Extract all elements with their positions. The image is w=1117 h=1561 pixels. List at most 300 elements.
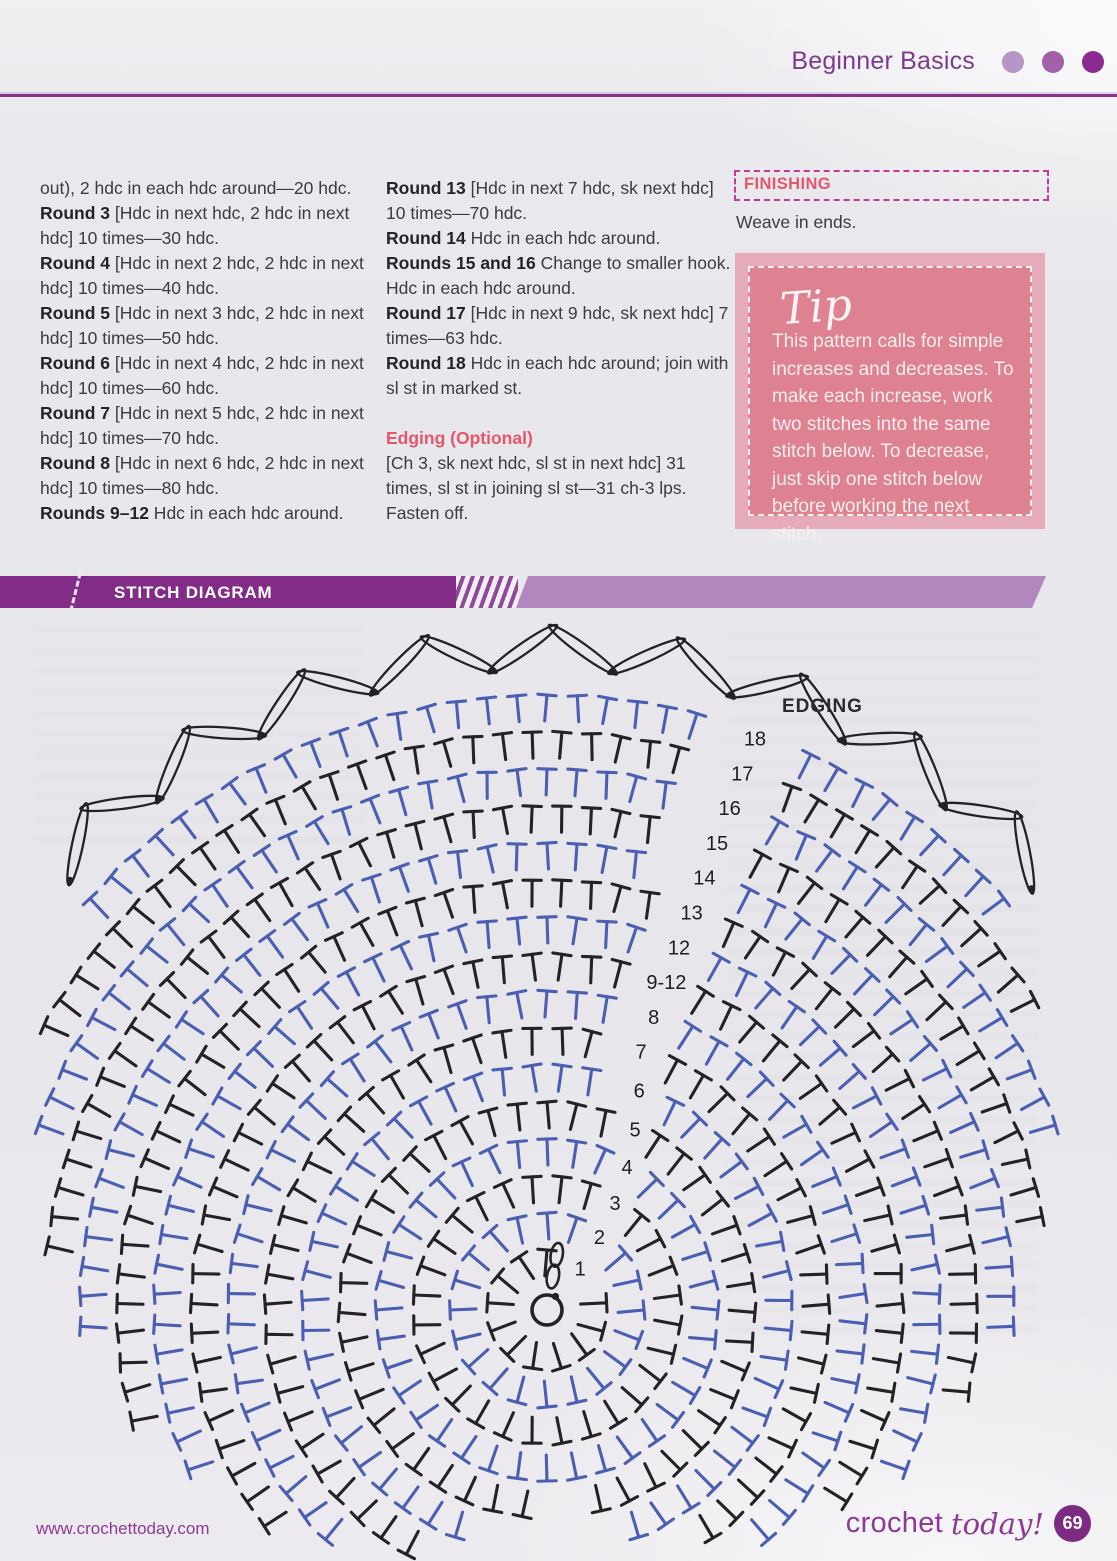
pattern-line: Round 18 Hdc in each hdc around; join with sl st in marked st. — [386, 353, 729, 398]
edging-slip-stitch-dot — [155, 795, 162, 802]
hdc-stitch-icon — [786, 919, 802, 939]
hdc-stitch-icon — [875, 997, 894, 1015]
hdc-stitch-icon — [160, 1225, 163, 1243]
hdc-stitch-icon — [341, 1273, 342, 1291]
hdc-stitch-icon — [493, 1485, 498, 1511]
hdc-stitch-icon — [399, 790, 406, 815]
hdc-stitch-icon — [307, 817, 323, 827]
hdc-stitch-icon — [201, 931, 216, 942]
hdc-stitch-icon — [342, 1054, 358, 1064]
hdc-stitch-icon — [455, 1280, 480, 1288]
hdc-stitch-icon — [517, 696, 520, 722]
hdc-stitch-icon — [267, 1274, 293, 1279]
hdc-stitch-icon — [315, 1380, 339, 1389]
hdc-stitch-icon — [231, 1263, 257, 1266]
hdc-stitch-icon — [120, 1362, 146, 1363]
hdc-stitch-icon — [684, 1358, 708, 1368]
round-number-label: 2 — [593, 1226, 605, 1249]
hdc-stitch-icon — [598, 921, 616, 922]
edging-chain-loop-icon — [63, 802, 91, 886]
hdc-stitch-icon — [191, 1294, 192, 1312]
hdc-stitch-icon — [305, 1351, 309, 1369]
edging-chain-loop-icon — [1011, 810, 1038, 895]
hdc-stitch-icon — [752, 1274, 755, 1292]
edging-chain-loop-icon — [838, 731, 922, 746]
hdc-stitch-icon — [377, 1331, 380, 1349]
hdc-stitch-icon — [715, 1418, 725, 1433]
hdc-stitch-icon — [630, 776, 637, 801]
round-number-label: 17 — [731, 763, 754, 786]
hdc-stitch-icon — [743, 1408, 767, 1417]
hdc-stitch-icon — [825, 1402, 849, 1412]
hdc-stitch-icon — [919, 1096, 929, 1111]
hdc-stitch-icon — [484, 1509, 502, 1512]
hdc-stitch-icon — [416, 1200, 436, 1217]
hdc-stitch-icon — [429, 1014, 438, 1038]
hdc-stitch-icon — [823, 1205, 848, 1213]
hdc-stitch-icon — [553, 1441, 571, 1445]
hdc-stitch-icon — [986, 1266, 1012, 1268]
hdc-stitch-icon — [773, 952, 785, 975]
hdc-stitch-icon — [59, 1000, 80, 1016]
hdc-stitch-icon — [307, 1354, 332, 1360]
hdc-stitch-icon — [871, 1122, 892, 1137]
hdc-stitch-icon — [664, 1101, 675, 1124]
pattern-line: Round 6 [Hdc in next 4 hdc, 2 hdc in next hdc] 10 times—60 hdc. — [40, 353, 364, 398]
hdc-stitch-icon — [302, 786, 315, 808]
hdc-stitch-icon — [473, 962, 478, 987]
hdc-stitch-icon — [628, 927, 636, 952]
hdc-stitch-icon — [419, 781, 437, 784]
hdc-stitch-icon — [126, 1018, 136, 1033]
hdc-stitch-icon — [873, 799, 890, 819]
hdc-stitch-icon — [202, 1206, 205, 1224]
hdc-stitch-icon — [232, 1463, 255, 1476]
hdc-stitch-icon — [394, 1217, 404, 1232]
hdc-stitch-icon — [979, 951, 1000, 966]
hdc-stitch-icon — [448, 851, 466, 853]
hdc-stitch-icon — [583, 1068, 601, 1071]
hdc-stitch-icon — [460, 1121, 472, 1144]
hdc-stitch-icon — [651, 1503, 666, 1524]
hdc-stitch-icon — [944, 856, 961, 875]
hdc-stitch-icon — [329, 775, 337, 800]
hdc-stitch-icon — [122, 1244, 148, 1246]
hdc-stitch-icon — [855, 975, 873, 994]
hdc-stitch-icon — [264, 1512, 286, 1526]
hdc-stitch-icon — [523, 1176, 541, 1177]
hdc-stitch-icon — [455, 1512, 462, 1537]
hdc-stitch-icon — [130, 1412, 133, 1430]
hdc-stitch-icon — [270, 1456, 293, 1468]
join-slip-stitch-dot — [552, 1293, 559, 1300]
hdc-stitch-icon — [238, 1133, 261, 1145]
hdc-stitch-icon — [487, 847, 493, 872]
hdc-stitch-icon — [462, 1162, 473, 1186]
hdc-stitch-icon — [659, 1200, 678, 1218]
hdc-stitch-icon — [71, 967, 81, 983]
hdc-stitch-icon — [458, 852, 461, 878]
hdc-stitch-icon — [717, 1301, 719, 1319]
hdc-stitch-icon — [785, 1351, 788, 1369]
hdc-stitch-icon — [615, 962, 622, 987]
hdc-stitch-icon — [344, 1114, 363, 1131]
hdc-stitch-icon — [452, 1386, 470, 1405]
hdc-stitch-icon — [245, 1403, 269, 1413]
hdc-stitch-icon — [292, 1061, 309, 1081]
hdc-stitch-icon — [342, 809, 350, 834]
hdc-stitch-icon — [381, 1517, 396, 1538]
hdc-stitch-icon — [321, 988, 338, 1008]
hdc-stitch-icon — [1011, 1257, 1012, 1275]
hdc-stitch-icon — [428, 858, 435, 883]
hdc-stitch-icon — [995, 1131, 1018, 1143]
hdc-stitch-icon — [302, 1299, 328, 1301]
hdc-stitch-icon — [582, 808, 600, 809]
hdc-stitch-icon — [486, 698, 489, 724]
hdc-stitch-icon — [907, 812, 923, 822]
hdc-stitch-icon — [702, 1199, 722, 1215]
hdc-stitch-icon — [399, 1225, 421, 1239]
hdc-stitch-icon — [229, 861, 244, 872]
hdc-stitch-icon — [912, 1351, 938, 1354]
hdc-stitch-icon — [874, 879, 889, 890]
hdc-stitch-icon — [612, 735, 630, 739]
hdc-stitch-icon — [256, 1430, 280, 1441]
edging-chain-loop-icon — [606, 634, 687, 678]
hdc-stitch-icon — [197, 1046, 206, 1062]
hdc-stitch-icon — [1012, 1036, 1022, 1051]
hdc-stitch-icon — [857, 1187, 881, 1196]
hdc-stitch-icon — [876, 1331, 902, 1334]
hdc-stitch-icon — [524, 1367, 542, 1370]
pattern-line: Round 7 [Hdc in next 5 hdc, 2 hdc in next hdc] 10 times—70 hdc. — [40, 403, 364, 448]
hdc-stitch-icon — [464, 736, 482, 737]
hdc-stitch-icon — [655, 1374, 666, 1389]
hdc-stitch-icon — [284, 913, 299, 924]
hdc-stitch-icon — [559, 1177, 562, 1203]
hdc-stitch-icon — [195, 1357, 220, 1363]
hdc-stitch-icon — [862, 1254, 863, 1272]
edging-heading: Edging (Optional) — [386, 428, 533, 448]
hdc-stitch-icon — [683, 1503, 699, 1513]
hdc-stitch-icon — [275, 750, 291, 759]
hdc-stitch-icon — [197, 1244, 222, 1251]
hdc-stitch-icon — [317, 903, 327, 927]
hdc-stitch-icon — [797, 1244, 822, 1253]
hdc-stitch-icon — [155, 1345, 158, 1363]
hdc-stitch-icon — [827, 1325, 829, 1343]
hdc-stitch-icon — [312, 1241, 337, 1247]
hdc-stitch-icon — [673, 1413, 684, 1428]
hdc-stitch-icon — [573, 918, 577, 944]
hdc-stitch-icon — [90, 1198, 94, 1216]
hdc-stitch-icon — [502, 734, 505, 760]
hdc-stitch-icon — [513, 1514, 531, 1518]
hdc-stitch-icon — [894, 1431, 917, 1442]
hdc-stitch-icon — [380, 1469, 397, 1489]
hdc-stitch-icon — [825, 768, 838, 790]
hdc-stitch-icon — [901, 1205, 926, 1213]
hdc-stitch-icon — [690, 1280, 715, 1287]
hdc-stitch-icon — [832, 1379, 857, 1384]
hdc-stitch-icon — [604, 1352, 625, 1367]
hdc-stitch-icon — [373, 1533, 388, 1544]
finishing-title: FINISHING — [744, 175, 832, 193]
hdc-stitch-icon — [476, 1197, 487, 1220]
hdc-stitch-icon — [813, 936, 826, 958]
hdc-stitch-icon — [498, 1276, 518, 1293]
hdc-stitch-icon — [415, 824, 421, 849]
hdc-stitch-icon — [943, 906, 961, 925]
hdc-stitch-icon — [620, 1360, 631, 1375]
hdc-stitch-icon — [185, 1079, 205, 1095]
hdc-stitch-icon — [553, 1028, 571, 1029]
hdc-stitch-icon — [799, 755, 811, 778]
hdc-stitch-icon — [974, 1043, 984, 1059]
hdc-stitch-icon — [831, 814, 844, 836]
hdc-stitch-icon — [817, 850, 833, 871]
hdc-stitch-icon — [588, 1368, 604, 1388]
hdc-stitch-icon — [791, 1388, 816, 1393]
hdc-stitch-icon — [999, 891, 1010, 906]
hdc-stitch-icon — [690, 1075, 703, 1097]
hdc-stitch-icon — [487, 922, 489, 948]
hdc-stitch-icon — [341, 1283, 367, 1284]
hdc-stitch-icon — [391, 1075, 404, 1098]
hdc-stitch-icon — [942, 939, 953, 954]
hdc-stitch-icon — [819, 931, 835, 940]
hdc-stitch-icon — [561, 880, 562, 906]
hdc-stitch-icon — [615, 811, 621, 836]
hdc-stitch-icon — [901, 1409, 927, 1413]
hdc-stitch-icon — [51, 1207, 53, 1225]
hdc-stitch-icon — [617, 1478, 629, 1501]
hdc-stitch-icon — [387, 832, 394, 857]
magazine-logo — [846, 1505, 1091, 1542]
hdc-stitch-icon — [568, 1400, 586, 1404]
round-number-label: 6 — [633, 1080, 645, 1103]
hdc-stitch-icon — [901, 817, 914, 839]
hdc-stitch-icon — [745, 937, 760, 958]
pattern-line: Round 14 Hdc in each hdc around. — [386, 228, 661, 248]
website-url: www.crochettoday.com — [36, 1519, 210, 1538]
hdc-stitch-icon — [204, 799, 217, 821]
hdc-stitch-icon — [443, 741, 450, 766]
hdc-stitch-icon — [405, 746, 423, 749]
hdc-stitch-icon — [434, 1136, 446, 1159]
hdc-stitch-icon — [489, 1149, 500, 1172]
hdc-stitch-icon — [606, 1253, 626, 1270]
hdc-stitch-icon — [988, 1326, 1014, 1327]
hdc-stitch-icon — [865, 1215, 890, 1221]
hdc-stitch-icon — [715, 1451, 735, 1467]
hdc-stitch-icon — [665, 1060, 677, 1083]
hdc-stitch-icon — [832, 1234, 857, 1242]
hdc-stitch-icon — [267, 936, 282, 957]
hdc-stitch-icon — [383, 1071, 399, 1080]
hdc-stitch-icon — [840, 1321, 866, 1324]
hdc-stitch-icon — [657, 1404, 678, 1419]
hdc-stitch-icon — [255, 899, 270, 920]
hdc-stitch-icon — [699, 1411, 721, 1426]
hdc-stitch-icon — [765, 903, 776, 927]
hdc-stitch-icon — [597, 1109, 615, 1113]
hdc-stitch-icon — [120, 1122, 143, 1135]
hdc-stitch-icon — [977, 1294, 978, 1312]
hdc-stitch-icon — [941, 1215, 967, 1218]
hdc-stitch-icon — [491, 1322, 515, 1331]
edging-chain-loop-icon — [152, 724, 195, 806]
hdc-stitch-icon — [359, 1389, 383, 1399]
hdc-stitch-icon — [748, 1079, 767, 1097]
hdc-stitch-icon — [373, 958, 384, 981]
hdc-stitch-icon — [164, 1043, 185, 1059]
hdc-stitch-icon — [237, 1234, 262, 1242]
hdc-stitch-icon — [708, 958, 721, 981]
hdc-stitch-icon — [658, 1519, 673, 1530]
hdc-stitch-icon — [507, 1336, 525, 1354]
hdc-stitch-icon — [873, 1359, 899, 1363]
hdc-stitch-icon — [154, 1315, 155, 1333]
hdc-stitch-icon — [177, 1431, 201, 1442]
hdc-stitch-icon — [802, 1332, 828, 1334]
hdc-stitch-icon — [575, 844, 577, 870]
hdc-stitch-icon — [927, 1002, 946, 1020]
hdc-stitch-icon — [213, 1187, 237, 1197]
hdc-stitch-icon — [538, 1481, 556, 1482]
hdc-stitch-icon — [421, 1266, 445, 1275]
hdc-stitch-icon — [91, 1207, 117, 1212]
hdc-stitch-icon — [115, 1051, 136, 1066]
round-label: Round 18 — [386, 353, 466, 373]
hdc-stitch-icon — [143, 994, 154, 1009]
hdc-stitch-icon — [502, 882, 507, 908]
hdc-stitch-icon — [189, 1149, 214, 1157]
hdc-stitch-icon — [428, 782, 432, 808]
hdc-stitch-icon — [673, 747, 680, 772]
hdc-stitch-icon — [907, 1234, 933, 1237]
hdc-stitch-icon — [936, 1345, 938, 1363]
hdc-stitch-icon — [71, 1036, 82, 1051]
hdc-stitch-icon — [142, 1061, 152, 1077]
hdc-stitch-icon — [800, 1027, 819, 1045]
hdc-stitch-icon — [169, 1104, 193, 1115]
hdc-stitch-icon — [354, 1460, 364, 1475]
hdc-stitch-icon — [292, 919, 308, 940]
hdc-stitch-icon — [179, 817, 195, 838]
hdc-stitch-icon — [357, 764, 366, 788]
hdc-stitch-icon — [76, 975, 98, 989]
hdc-stitch-icon — [83, 1096, 92, 1112]
hdc-stitch-icon — [553, 731, 571, 733]
hdc-stitch-icon — [121, 1235, 122, 1253]
hdc-stitch-icon — [532, 1177, 534, 1203]
hdc-stitch-icon — [283, 755, 296, 778]
hdc-stitch-icon — [111, 876, 131, 892]
hdc-stitch-icon — [835, 1009, 854, 1027]
hdc-stitch-icon — [818, 1142, 829, 1157]
hdc-stitch-icon — [247, 1487, 268, 1502]
hdc-stitch-icon — [400, 867, 409, 891]
hdc-stitch-icon — [996, 1043, 1018, 1058]
hdc-stitch-icon — [517, 1377, 524, 1402]
hdc-stitch-icon — [1017, 1217, 1042, 1222]
hdc-stitch-icon — [772, 817, 788, 826]
hdc-stitch-icon — [887, 1114, 897, 1129]
hdc-stitch-icon — [603, 698, 608, 724]
hdc-stitch-icon — [360, 923, 373, 946]
hdc-stitch-icon — [729, 1310, 755, 1312]
hdc-stitch-icon — [406, 1531, 418, 1554]
hdc-stitch-icon — [493, 1030, 511, 1033]
hdc-stitch-icon — [779, 868, 789, 892]
hdc-stitch-icon — [575, 770, 577, 796]
hdc-stitch-icon — [1022, 1097, 1045, 1109]
hdc-stitch-icon — [837, 1263, 863, 1264]
hdc-stitch-icon — [493, 956, 511, 957]
hdc-stitch-icon — [488, 1111, 495, 1136]
hdc-stitch-icon — [853, 1031, 874, 1047]
hdc-stitch-icon — [857, 1468, 867, 1484]
hdc-stitch-icon — [469, 1350, 488, 1367]
hdc-stitch-icon — [213, 885, 228, 907]
round-label: Rounds 9–12 — [40, 503, 149, 523]
hdc-stitch-icon — [853, 1096, 876, 1108]
hdc-stitch-icon — [568, 1477, 586, 1481]
hdc-stitch-icon — [886, 1079, 909, 1091]
hdc-stitch-icon — [217, 825, 232, 835]
hdc-stitch-icon — [271, 1150, 294, 1162]
hdc-stitch-icon — [756, 988, 773, 1008]
edging-slip-stitch-dot — [370, 688, 377, 695]
hdc-stitch-icon — [977, 1207, 1003, 1210]
hdc-stitch-icon — [256, 768, 266, 792]
hdc-stitch-icon — [649, 1436, 664, 1446]
hdc-stitch-icon — [204, 1215, 230, 1220]
hdc-stitch-icon — [237, 867, 252, 888]
hdc-stitch-icon — [39, 1125, 63, 1134]
hdc-stitch-icon — [546, 769, 547, 795]
hdc-stitch-icon — [262, 850, 277, 872]
hdc-stitch-icon — [199, 1383, 201, 1401]
hdc-stitch-icon — [965, 1206, 967, 1224]
hdc-stitch-icon — [640, 1365, 661, 1381]
hdc-stitch-icon — [892, 1383, 895, 1401]
hdc-stitch-icon — [327, 1079, 346, 1096]
hdc-stitch-icon — [790, 1321, 792, 1339]
hdc-stitch-icon — [826, 1265, 827, 1283]
hdc-stitch-icon — [891, 1019, 913, 1033]
hdc-stitch-icon — [154, 1293, 180, 1295]
hdc-stitch-icon — [625, 1453, 640, 1464]
hdc-stitch-icon — [372, 1139, 389, 1159]
hdc-stitch-icon — [828, 1295, 829, 1313]
hdc-stitch-icon — [166, 1404, 170, 1422]
hdc-stitch-icon — [596, 1485, 602, 1510]
hdc-stitch-icon — [400, 945, 411, 968]
hdc-stitch-icon — [157, 1264, 182, 1269]
hdc-stitch-icon — [473, 1076, 482, 1100]
edging-slip-stitch-dot — [941, 802, 948, 809]
hdc-stitch-icon — [782, 1007, 797, 1028]
hdc-stitch-icon — [80, 1257, 83, 1275]
hdc-stitch-icon — [457, 1004, 466, 1028]
hdc-stitch-icon — [517, 1142, 519, 1168]
round-label: Round 5 — [40, 303, 110, 323]
hdc-stitch-icon — [840, 1071, 860, 1088]
hdc-stitch-icon — [406, 1464, 421, 1475]
